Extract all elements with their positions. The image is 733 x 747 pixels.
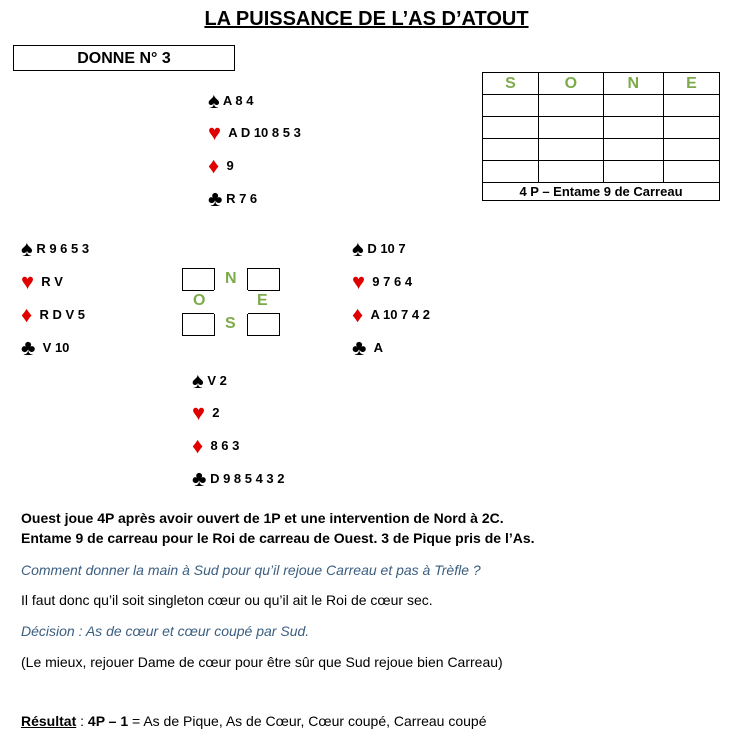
heart-icon: ♥ (352, 269, 366, 294)
result-separator: : (76, 713, 88, 729)
score-cell (603, 117, 663, 139)
west-hearts: R V (41, 274, 63, 289)
score-cell (483, 139, 539, 161)
south-spades: V 2 (207, 373, 227, 388)
score-cell (539, 95, 604, 117)
north-spades: A 8 4 (222, 93, 254, 108)
heart-icon: ♥ (192, 400, 206, 425)
result-label: Résultat (21, 713, 77, 729)
note-text: (Le mieux, rejouer Dame de cœur pour être sûr que Sud rejoue bien Carreau) (21, 654, 503, 670)
score-header-o: O (539, 73, 604, 95)
east-hearts: 9 7 6 4 (372, 274, 413, 289)
page-title: LA PUISSANCE DE L’AS D’ATOUT (204, 8, 529, 30)
score-cell (483, 117, 539, 139)
spade-icon: ♠ (21, 236, 33, 261)
west-diamonds: R D V 5 (39, 307, 85, 322)
compass-corner (182, 268, 214, 290)
spade-icon: ♠ (352, 236, 364, 261)
north-hearts: A D 10 8 5 3 (228, 125, 301, 140)
spade-icon: ♠ (192, 368, 204, 393)
club-icon: ♣ (352, 335, 367, 360)
answer-text: Il faut donc qu’il soit singleton cœur ou qu’il ait le Roi de cœur sec. (21, 592, 433, 608)
compass-e-label: E (257, 292, 268, 309)
north-clubs: R 7 6 (226, 191, 258, 206)
diamond-icon: ♦ (352, 302, 364, 327)
compass-corner (248, 268, 280, 290)
compass-corner (182, 314, 214, 336)
score-cell (483, 95, 539, 117)
score-table (482, 72, 720, 201)
contract-info: 4 P – Entame 9 de Carreau (483, 183, 720, 201)
compass-n-label: N (225, 270, 237, 287)
description-line-1: Ouest joue 4P après avoir ouvert de 1P et une intervention de Nord à 2C. (21, 510, 504, 526)
score-cell (539, 117, 604, 139)
score-cell (663, 139, 719, 161)
south-clubs: D 9 8 5 4 3 2 (210, 471, 285, 486)
diamond-icon: ♦ (192, 433, 204, 458)
heart-icon: ♥ (208, 120, 222, 145)
north-diamonds: 9 (226, 158, 234, 173)
score-cell (663, 95, 719, 117)
score-cell (603, 161, 663, 183)
score-header-e: E (663, 73, 719, 95)
description-line-2: Entame 9 de carreau pour le Roi de carreau de Ouest. 3 de Pique pris de l’As. (21, 530, 535, 546)
compass-o-label: O (193, 292, 206, 309)
score-cell (603, 139, 663, 161)
club-icon: ♣ (208, 186, 223, 211)
question-text: Comment donner la main à Sud pour qu’il rejoue Carreau et pas à Trèfle ? (21, 562, 481, 578)
score-cell (483, 161, 539, 183)
heart-icon: ♥ (21, 269, 35, 294)
score-cell (539, 139, 604, 161)
result-line (21, 713, 487, 729)
result-detail: = As de Pique, As de Cœur, Cœur coupé, Carreau coupé (128, 713, 487, 729)
east-clubs: A (373, 340, 384, 355)
result-contract: 4P – 1 (87, 713, 129, 729)
club-icon: ♣ (21, 335, 36, 360)
compass-s-label: S (225, 315, 236, 332)
score-header-s: S (483, 73, 539, 95)
west-clubs: V 10 (42, 340, 70, 355)
spade-icon: ♠ (208, 88, 220, 113)
east-spades: D 10 7 (367, 241, 406, 256)
compass-corner (248, 314, 280, 336)
decision-text: Décision : As de cœur et cœur coupé par Sud. (21, 623, 310, 639)
deal-number: DONNE N° 3 (13, 45, 235, 71)
compass (182, 268, 280, 336)
score-cell (663, 161, 719, 183)
score-header-n: N (603, 73, 663, 95)
diamond-icon: ♦ (21, 302, 33, 327)
diamond-icon: ♦ (208, 153, 220, 178)
score-cell (539, 161, 604, 183)
score-cell (603, 95, 663, 117)
east-diamonds: A 10 7 4 2 (370, 307, 430, 322)
score-cell (663, 117, 719, 139)
west-spades: R 9 6 5 3 (36, 241, 90, 256)
south-diamonds: 8 6 3 (210, 438, 240, 453)
south-hearts: 2 (212, 405, 220, 420)
club-icon: ♣ (192, 466, 207, 491)
